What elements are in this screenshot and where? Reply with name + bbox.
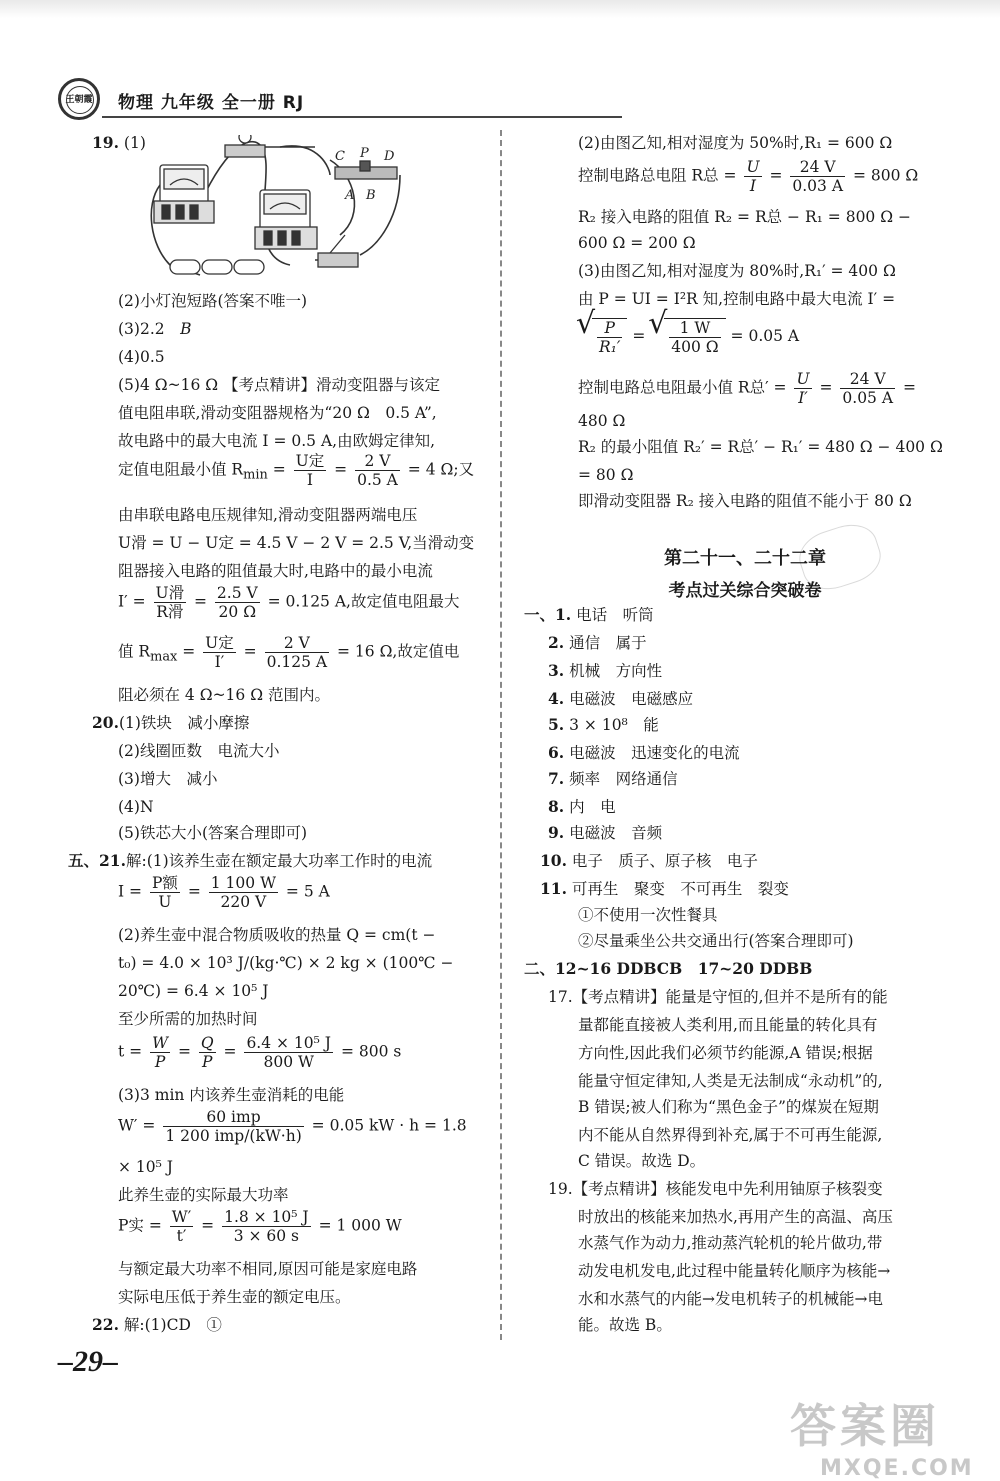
answer-row: 8. 内 电	[548, 797, 616, 816]
label-b: B	[366, 188, 376, 203]
r-line9: 480 Ω	[578, 412, 626, 430]
q21-line1: 五、21.解:(1)该养生壶在额定最大功率工作时的电流	[68, 851, 433, 870]
q17-line: B 错误;被人们称为“黑色金子”的煤炭在短期	[578, 1098, 879, 1116]
q19-explain-line: 水蒸气作为动力,推动蒸汽轮机的轮片做功,带	[578, 1234, 883, 1252]
q21-line5: 20℃) = 6.4 × 10⁵ J	[118, 982, 269, 1000]
column-divider	[500, 130, 502, 1340]
answer-row: 6. 电磁波 迅速变化的电流	[548, 743, 740, 762]
r-line4: 600 Ω = 200 Ω	[578, 234, 696, 252]
q19-explain-line: 水和水蒸气的内能→发电机转子的机械能→电	[578, 1290, 883, 1308]
q22-line1: 22. 解:(1)CD ①	[92, 1315, 222, 1334]
q21-line2: I = $\frac{\text{P额}}{U}$ = $\frac{1 100 W}{220 V}$ = 5 A	[118, 874, 330, 911]
page-top-shadow	[0, 0, 1000, 18]
answer-11-note1: ①不使用一次性餐具	[578, 906, 718, 924]
r-line1: (2)由图乙知,相对湿度为 50%时,R₁ = 600 Ω	[578, 134, 893, 152]
q19-explain-line: 动发电机发电,此过程中能量转化顺序为核能→	[578, 1262, 891, 1280]
q19-line9: 由串联电路电压规律知,滑动变阻器两端电压	[118, 506, 418, 524]
switch	[318, 235, 358, 267]
answer-row: 2. 通信 属于	[548, 633, 647, 652]
voltmeter-center	[255, 190, 317, 249]
r-line12: 即滑动变阻器 R₂ 接入电路的阻值不能小于 80 Ω	[578, 492, 912, 510]
page-header	[58, 78, 618, 122]
q20-line3: (3)增大 减小	[118, 770, 218, 788]
q19-explain-line: 能。故选 B。	[578, 1316, 672, 1334]
r-line3: R₂ 接入电路的阻值 R₂ = R总 − R₁ = 800 Ω −	[578, 208, 911, 226]
q20-line4: (4)N	[118, 798, 154, 816]
q21-line13: 与额定最大功率不相同,原因可能是家庭电路	[118, 1260, 418, 1278]
r-line7: √ $\frac{P}{\text{R₁′}}$ = √ $\frac{1 W}{400 \Omega}$ = 0.05 A	[578, 318, 799, 356]
q19-explain-line: 时放出的核能来加热水,再用产生的高温、高压	[578, 1208, 893, 1226]
section-title: 第二十一、二十二章	[664, 548, 826, 569]
q17-line: 量都能直接被人类利用,而且能量的转化具有	[578, 1016, 878, 1034]
ammeter-left	[154, 165, 214, 223]
q19-line13: 值 $R_{max}$ = $\frac{\text{U定}}{I'}$ = $\frac{2 V}{0.125 A}$ = 16 Ω,故定值电	[118, 634, 460, 671]
q21-line9: W′ = $\frac{\text{60 imp}}{\text{1 200 imp/(kW·h)}}$ = 0.05 kW · h = 1.8	[118, 1108, 467, 1145]
watermark: 答案圈 MXQE.COM	[790, 1399, 974, 1481]
q19-line6: 值电阻串联,滑动变阻器规格为“20 Ω 0.5 A”,	[118, 404, 437, 422]
q19-line8: 定值电阻最小值 $R_{min}$ = $\frac{\text{U定}}{I}$ = $\frac{2 V}{0.5 A}$ = 4 Ω;又	[118, 452, 475, 489]
page-number: –29–	[58, 1345, 118, 1378]
multiple-choice-answers: 二、12~16 DDBCB 17~20 DDBB	[524, 959, 813, 978]
q19-3: (3)2.2 B	[118, 320, 192, 338]
answer-row: 3. 机械 方向性	[548, 661, 663, 680]
label-c: C	[335, 149, 345, 164]
q21-line10: × 10⁵ J	[118, 1158, 173, 1176]
q19-line10: U滑 = U − U定 = 4.5 V − 2 V = 2.5 V,当滑动变	[118, 534, 475, 552]
label-d: D	[384, 149, 395, 164]
answer-row: 一、1. 电话 听筒	[524, 605, 654, 624]
section-subtitle: 考点过关综合突破卷	[668, 581, 822, 601]
battery-pack	[170, 260, 264, 274]
label-p: P	[360, 146, 369, 161]
r-line5: (3)由图乙知,相对湿度为 80%时,R₁′ = 400 Ω	[578, 262, 896, 280]
r-line10: R₂ 的最小阻值 R₂′ = R总′ − R₁′ = 480 Ω − 400 Ω	[578, 438, 943, 456]
q21-line11: 此养生壶的实际最大功率	[118, 1186, 289, 1204]
q17-line: C 错误。故选 D。	[578, 1152, 706, 1170]
answer-row: 7. 频率 网络通信	[548, 769, 678, 788]
answer-row: 11. 可再生 聚变 不可再生 裂变	[540, 879, 789, 898]
q19-2: (2)小灯泡短路(答案不唯一)	[118, 292, 308, 310]
q19-heading: 19. (1)	[92, 133, 146, 152]
r-line11: = 80 Ω	[578, 466, 634, 484]
q17-line: 内不能从自然界得到补充,属于不可再生能源,	[578, 1126, 883, 1144]
r-line8: 控制电路总电阻最小值 R总′ = $\frac{U}{I'}$ = $\frac{24 V}{0.05 A}$ =	[578, 370, 916, 407]
answer-row: 4. 电磁波 电磁感应	[548, 689, 694, 708]
q20-line5: (5)铁芯大小(答案合理即可)	[118, 824, 308, 842]
q19-explain-line: 19.【考点精讲】核能发电中先利用铀原子核裂变	[548, 1180, 883, 1198]
q21-line3: (2)养生壶中混合物质吸收的热量 Q = cm(t −	[118, 926, 436, 944]
q21-line8: (3)3 min 内该养生壶消耗的电能	[118, 1086, 345, 1104]
publisher-logo: 王朝霞	[58, 78, 100, 120]
label-a: A	[345, 188, 355, 203]
header-title: 物理 九年级 全一册 RJ	[118, 93, 305, 113]
q19-line11: 阻器接入电路的阻值最大时,电路中的最小电流	[118, 562, 433, 580]
answer-11-note2: ②尽量乘坐公共交通出行(答案合理即可)	[578, 932, 854, 950]
q21-line12: P实 = $\frac{W'}{t'}$ = $\frac{\text{1.8 × 10⁵ J}}{3 \times 60 s}$ = 1 000 W	[118, 1208, 402, 1245]
header-rule	[102, 116, 622, 118]
q20-line1: 20.(1)铁块 减小摩擦	[92, 713, 250, 732]
q19-line14: 阻必须在 4 Ω~16 Ω 范围内。	[118, 686, 330, 704]
q20-line2: (2)线圈匝数 电流大小	[118, 742, 280, 760]
circuit-diagram	[140, 135, 450, 285]
q19-4: (4)0.5	[118, 348, 165, 366]
q17-line: 能量守恒定律知,人类是无法制成“永动机”的,	[578, 1072, 883, 1090]
q19-line7: 故电路中的最大电流 I = 0.5 A,由欧姆定律知,	[118, 432, 436, 450]
answer-row: 5. 3 × 10⁸ 能	[548, 715, 659, 734]
q21-line4: t₀) = 4.0 × 10³ J/(kg·℃) × 2 kg × (100℃ −	[118, 954, 454, 972]
q21-line7: t = $\frac{W}{P}$ = $\frac{Q}{P}$ = $\frac{\text{6.4 × 10⁵ J}}{800 W}$ = 800 s	[118, 1034, 402, 1071]
r-line6: 由 P = UI = I²R 知,控制电路中最大电流 I′ =	[578, 290, 896, 308]
q19-5: (5)4 Ω~16 Ω 【考点精讲】滑动变阻器与该定	[118, 376, 441, 394]
lamp	[225, 135, 265, 157]
q19-line12: I′ = $\frac{\text{U滑}}{\text{R滑}}$ = $\frac{2.5 V}{20 \Omega}$ = 0.125 A,故定值电阻最大	[118, 584, 460, 621]
answer-row: 10. 电子 质子、原子核 电子	[540, 851, 758, 870]
r-line2: 控制电路总电阻 R总 = $\frac{U}{I}$ = $\frac{24 V}{0.03 A}$ = 800 Ω	[578, 158, 919, 195]
q17-line: 方向性,因此我们必须节约能源,A 错误;根据	[578, 1044, 873, 1062]
answer-row: 9. 电磁波 音频	[548, 823, 663, 842]
q21-line14: 实际电压低于养生壶的额定电压。	[118, 1288, 351, 1306]
q17-line: 17.【考点精讲】能量是守恒的,但并不是所有的能	[548, 988, 888, 1006]
q21-line6: 至少所需的加热时间	[118, 1010, 258, 1028]
